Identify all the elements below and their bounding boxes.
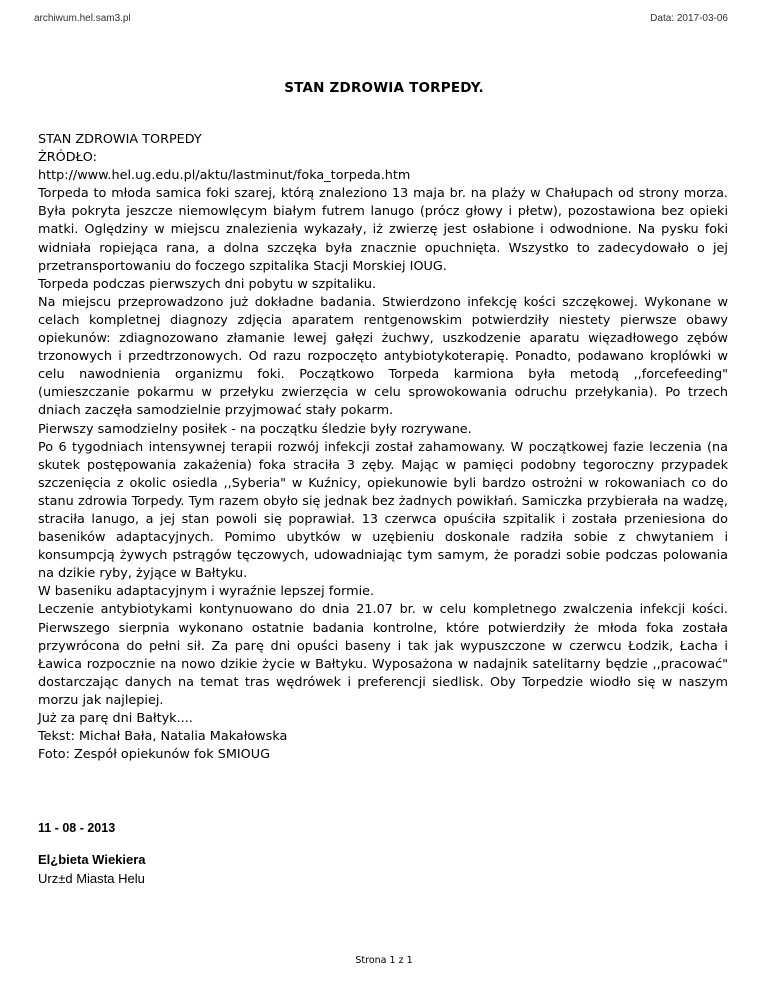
closing-line: Już za parę dni Bałtyk.... — [38, 711, 193, 726]
photo-credit: Foto: Zespół opiekunów fok SMIOUG — [38, 747, 271, 763]
document-body — [38, 131, 728, 764]
photo-caption: W baseniku adaptacyjnym i wyraźnie lepszej formie. — [38, 584, 375, 600]
print-date: Data: 2017-03-06 — [650, 13, 728, 24]
source-label: ŹRÓDŁO: — [38, 150, 97, 166]
photo-caption: Pierwszy samodzielny posiłek - na początku śledzie były rozrywane. — [38, 421, 472, 437]
paragraph: Na miejscu przeprowadzono już dokładne badania. Stwierdzono infekcję kości szczękowej. Wykonane w celach kompletnej diagnozy zdjęcia aparatem rentgenowskim potwierdziły niestety pierwsze obawy opiekunów: zdiagnozowano złamanie lewej gałęzi żuchwy, uszkodzenie aparatu więzadłowego zębów trzonowych i przedtrzonowych. Od razu rozpoczęto antybiotykoterapię. Ponadto, podawano kroplówki w celu nawodnienia organizmu foki. Początkowo Torpeda karmiona była metodą ,,forcefeeding" (umieszczanie pokarmu w przełyku zwierzęcia w celu sprowokowania odruchu przełykania). Po trzech dniach zaczęła samodzielnie przyjmować stały pokarm. — [38, 294, 728, 419]
site-name: archiwum.hel.sam3.pl — [34, 13, 131, 24]
text-credit: Tekst: Michał Bała, Natalia Makałowska — [38, 729, 288, 745]
body-heading: STAN ZDROWIA TORPEDY — [38, 132, 202, 147]
author-name: El¿bieta Wiekiera — [38, 852, 146, 867]
photo-caption: Torpeda podczas pierwszych dni pobytu w szpitaliku. — [38, 276, 377, 292]
author-organization: Urz±d Miasta Helu — [38, 871, 145, 886]
document-title: STAN ZDROWIA TORPEDY. — [284, 80, 484, 96]
publication-date: 11 - 08 - 2013 — [38, 821, 116, 835]
paragraph: Torpeda to młoda samica foki szarej, którą znaleziono 13 maja br. na plaży w Chałupach od strony morza. Była pokryta jeszcze niemowlęcym białym futrem lanugo (prócz głowy i płetw), pozostawiona bez opieki matki. Oględziny w miejscu znalezienia wykazały, iż zwierzę jest osłabione i odwodnione. Na pysku foki widniała ropiejąca rana, a dolna szczęka była znacznie opuchnięta. Wszystko to zadecydowało o jej przetransportowaniu do foczego szpitalika Stacji Morskiej IOUG. — [38, 186, 728, 274]
paragraph: Po 6 tygodniach intensywnej terapii rozwój infekcji został zahamowany. W początkowej fazie leczenia (na skutek postępowania zakażenia) foka straciła 3 zęby. Mając w pamięci podobny tegoroczny przypadek szczenięcia z okolic osiedla ,,Syberia" w Kuźnicy, opiekunowie byli bardzo ostrożni w rokowaniach co do stanu zdrowia Torpedy. Tym razem obyło się jednak bez żadnych powikłań. Samiczka przybierała na wadzę, straciła lanugo, a jej stan powoli się poprawiał. 13 czerwca opuściła szpitalik i została przeniesiona do baseników adaptacyjnych. Pomimo ubytków w uzębieniu doskonale radziła sobie z chwytaniem i konsumpcją żywych pstrągów tęczowych, udowadniając tym samym, że poradzi sobie podczas polowania na dzikie ryby, żyjące w Bałtyku. — [38, 439, 728, 582]
page-number: Strona 1 z 1 — [355, 955, 413, 966]
source-url: http://www.hel.ug.edu.pl/aktu/lastminut/foka_torpeda.htm — [38, 168, 411, 184]
paragraph: Leczenie antybiotykami kontynuowano do dnia 21.07 br. w celu kompletnego zwalczenia infekcji kości. Pierwszego sierpnia wykonano ostatnie badania kontrolne, które potwierdziły że młoda foka została przywrócona do pełni sił. Za parę dni opuści baseny i tak jak wypuszczone w czerwcu Łodzik, Łacha i Ławica rozpocznie na nowo dzikie życie w Bałtyku. Wyposażona w nadajnik satelitarny będzie ,,pracować" dostarczając danych na temat tras wędrówek i preferencji siedlisk. Oby Torpedzie wiodło się w naszym morzu jak najlepiej. — [38, 602, 728, 708]
